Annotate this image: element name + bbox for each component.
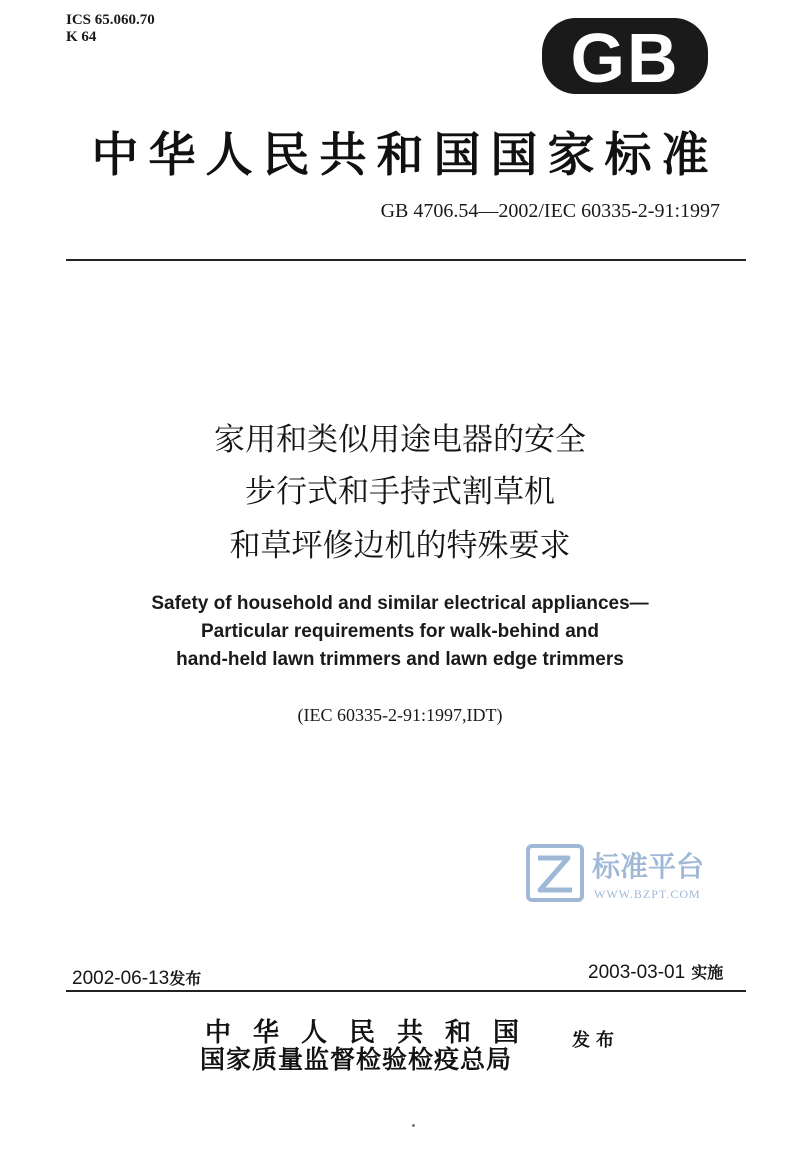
issue-date (72, 966, 201, 990)
issue-date-label: 发布 (169, 969, 202, 988)
implement-date-label: 实施 (691, 963, 724, 982)
gb-logo-text: GB (570, 19, 680, 97)
cn-title-line-3: 和草坪修边机的特殊要求 (229, 528, 571, 564)
watermark-url: WWW.BZPT.COM (594, 887, 701, 901)
header-divider (66, 259, 746, 261)
standard-number: GB 4706.54—2002/IEC 60335-2-91:1997 (380, 200, 720, 222)
implement-date-value: 2003-03-01 (588, 962, 686, 983)
iec-reference: (IEC 60335-2-91:1997,IDT) (297, 705, 503, 725)
ccs-code: K 64 (66, 29, 97, 45)
nation-standard-title: 中华人民共和国国家标准 (91, 128, 719, 183)
authority-action: 发布 (572, 1030, 620, 1051)
en-title-line-1: Safety of household and similar electrical appliances— (151, 593, 649, 614)
footer-divider (66, 990, 746, 992)
issue-date-value: 2002-06-13 (72, 968, 170, 989)
cn-title-line-2: 步行式和手持式割草机 (245, 474, 555, 510)
ics-code: ICS 65.060.70 (66, 12, 155, 28)
scan-speck (412, 1124, 415, 1127)
en-title-line-3: hand-held lawn trimmers and lawn edge trimmers (176, 649, 624, 670)
authority-line-1: 中华人民共和国 (205, 1018, 542, 1048)
implement-date (588, 960, 723, 984)
en-title-line-2: Particular requirements for walk-behind and (200, 621, 600, 642)
gb-logo (540, 14, 710, 98)
bzpt-watermark (526, 842, 736, 906)
watermark-brand: 标准平台 (592, 850, 705, 883)
cn-title-line-1: 家用和类似用途电器的安全 (214, 422, 586, 458)
authority-line-2: 国家质量监督检验检疫总局 (200, 1045, 513, 1074)
